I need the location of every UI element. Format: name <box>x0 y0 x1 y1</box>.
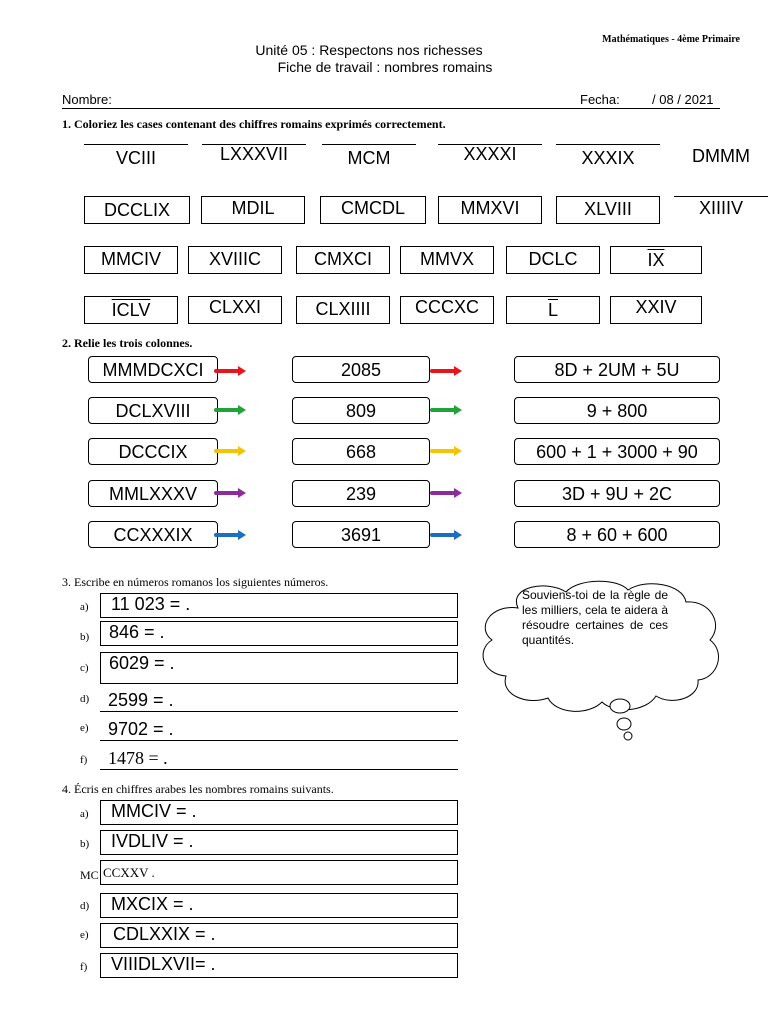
page-title: Unité 05 : Respectons nos richesses <box>255 42 483 58</box>
q4-prompt: 4. Écris en chiffres arabes les nombres romains suivants. <box>62 782 334 796</box>
item-label: a) <box>80 601 89 613</box>
q1-cell[interactable]: ICLV <box>84 296 178 324</box>
q1-cell[interactable]: VCIII <box>84 144 188 168</box>
q4-answer-field[interactable]: IVDLIV = . <box>100 830 458 855</box>
q1-cell[interactable]: CMXCI <box>296 246 390 274</box>
q1-cell[interactable]: CLXIIII <box>296 296 390 324</box>
q2-col2-item[interactable]: 668 <box>292 438 430 465</box>
q4-answer-field[interactable]: MXCIX = . <box>100 893 458 918</box>
yellow-arrow-icon <box>430 449 456 453</box>
q1-cell[interactable]: CLXXI <box>188 296 282 324</box>
tip-text: Souviens-toi de la règle de les milliers, cela te aidera à résoudre certaines de ces quantités. <box>522 588 668 647</box>
purple-arrow-icon <box>214 491 240 495</box>
item-label: f) <box>80 754 88 766</box>
q1-cell[interactable]: XIIIIV <box>674 196 768 224</box>
date-value: / 08 / 2021 <box>652 92 714 107</box>
q1-cell[interactable]: XXXIX <box>556 144 660 168</box>
q1-cell[interactable]: MDIL <box>201 196 305 224</box>
item-label: a) <box>80 808 89 820</box>
q2-col3-item[interactable]: 8D + 2UM + 5U <box>514 356 720 383</box>
q1-prompt: 1. Coloriez les cases contenant des chiffres romains exprimés correctement. <box>62 117 446 131</box>
q1-cell[interactable]: $\overline{IX}$ <box>610 246 702 274</box>
q4-answer-field[interactable]: VIIIDLXVII= . <box>100 953 458 978</box>
q2-col2-item[interactable]: 2085 <box>292 356 430 383</box>
q2-col1-item[interactable]: CCXXXIX <box>88 521 218 548</box>
q4-answer-field[interactable]: CCXXV . <box>100 860 458 885</box>
item-label: e) <box>80 722 89 734</box>
item-label: MC <box>80 868 99 882</box>
q2-col3-item[interactable]: 8 + 60 + 600 <box>514 521 720 548</box>
q2-col3-item[interactable]: 9 + 800 <box>514 397 720 424</box>
q3-answer-field[interactable]: 2599 = . <box>100 690 458 712</box>
q3-answer-field[interactable]: 846 = . <box>100 621 458 646</box>
q3-answer-field[interactable]: 11 023 = . <box>100 593 458 618</box>
green-arrow-icon <box>214 408 240 412</box>
q3-prompt: 3. Escribe en números romanos los siguientes números. <box>62 575 329 589</box>
q2-prompt: 2. Relie les trois colonnes. <box>62 336 193 350</box>
q2-col3-item[interactable]: 600 + 1 + 3000 + 90 <box>514 438 720 465</box>
q1-cell[interactable]: DMMM <box>692 146 750 166</box>
q1-cell[interactable]: MCM <box>322 144 416 168</box>
q2-col3-item[interactable]: 3D + 9U + 2C <box>514 480 720 507</box>
subject-label: Mathématiques - 4ème Primaire <box>602 34 740 45</box>
name-date-line <box>62 92 720 109</box>
q2-col2-item[interactable]: 239 <box>292 480 430 507</box>
q2-col1-item[interactable]: DCLXVIII <box>88 397 218 424</box>
item-label: e) <box>80 929 89 941</box>
yellow-arrow-icon <box>214 449 240 453</box>
q2-col2-item[interactable]: 809 <box>292 397 430 424</box>
q3-answer-field[interactable]: 1478 = . <box>100 748 458 770</box>
name-label: Nombre: <box>62 92 112 107</box>
q1-cell[interactable]: XXIV <box>610 296 702 324</box>
item-label: d) <box>80 900 90 912</box>
item-label: b) <box>80 631 90 643</box>
q1-cell[interactable]: $\overline{L}$ <box>506 296 600 324</box>
purple-arrow-icon <box>430 491 456 495</box>
q2-col1-item[interactable]: MMMDCXCI <box>88 356 218 383</box>
item-label: f) <box>80 961 88 973</box>
q1-cell[interactable]: MMVX <box>400 246 494 274</box>
item-label: d) <box>80 693 90 705</box>
q1-cell[interactable]: DCLC <box>506 246 600 274</box>
q1-cell[interactable]: LXXXVII <box>202 144 306 168</box>
q2-col1-item[interactable]: DCCCIX <box>88 438 218 465</box>
q4-answer-field[interactable]: MMCIV = . <box>100 800 458 825</box>
blue-arrow-icon <box>430 533 456 537</box>
q1-cell[interactable]: MMCIV <box>84 246 178 274</box>
q1-cell[interactable]: CMCDL <box>320 196 426 224</box>
q1-cell[interactable]: DCCLIX <box>84 196 190 224</box>
red-arrow-icon <box>430 369 456 373</box>
q1-cell[interactable]: MMXVI <box>438 196 542 224</box>
page-subtitle: Fiche de travail : nombres romains <box>277 59 493 75</box>
q4-answer-field[interactable]: CDLXXIX = . <box>100 923 458 948</box>
q1-cell[interactable]: XVIIIC <box>188 246 282 274</box>
item-label: c) <box>80 662 89 674</box>
q1-cell[interactable]: XLVIII <box>556 196 660 224</box>
q1-cell[interactable]: CCCXC <box>400 296 494 324</box>
q3-answer-field[interactable]: 9702 = . <box>100 719 458 741</box>
q1-cell[interactable]: XXXXI <box>438 144 542 168</box>
green-arrow-icon <box>430 408 456 412</box>
red-arrow-icon <box>214 369 240 373</box>
item-label: b) <box>80 838 90 850</box>
blue-arrow-icon <box>214 533 240 537</box>
q2-col2-item[interactable]: 3691 <box>292 521 430 548</box>
q2-col1-item[interactable]: MMLXXXV <box>88 480 218 507</box>
q3-answer-field[interactable]: 6029 = . <box>100 652 458 684</box>
date-label: Fecha: <box>580 92 620 107</box>
